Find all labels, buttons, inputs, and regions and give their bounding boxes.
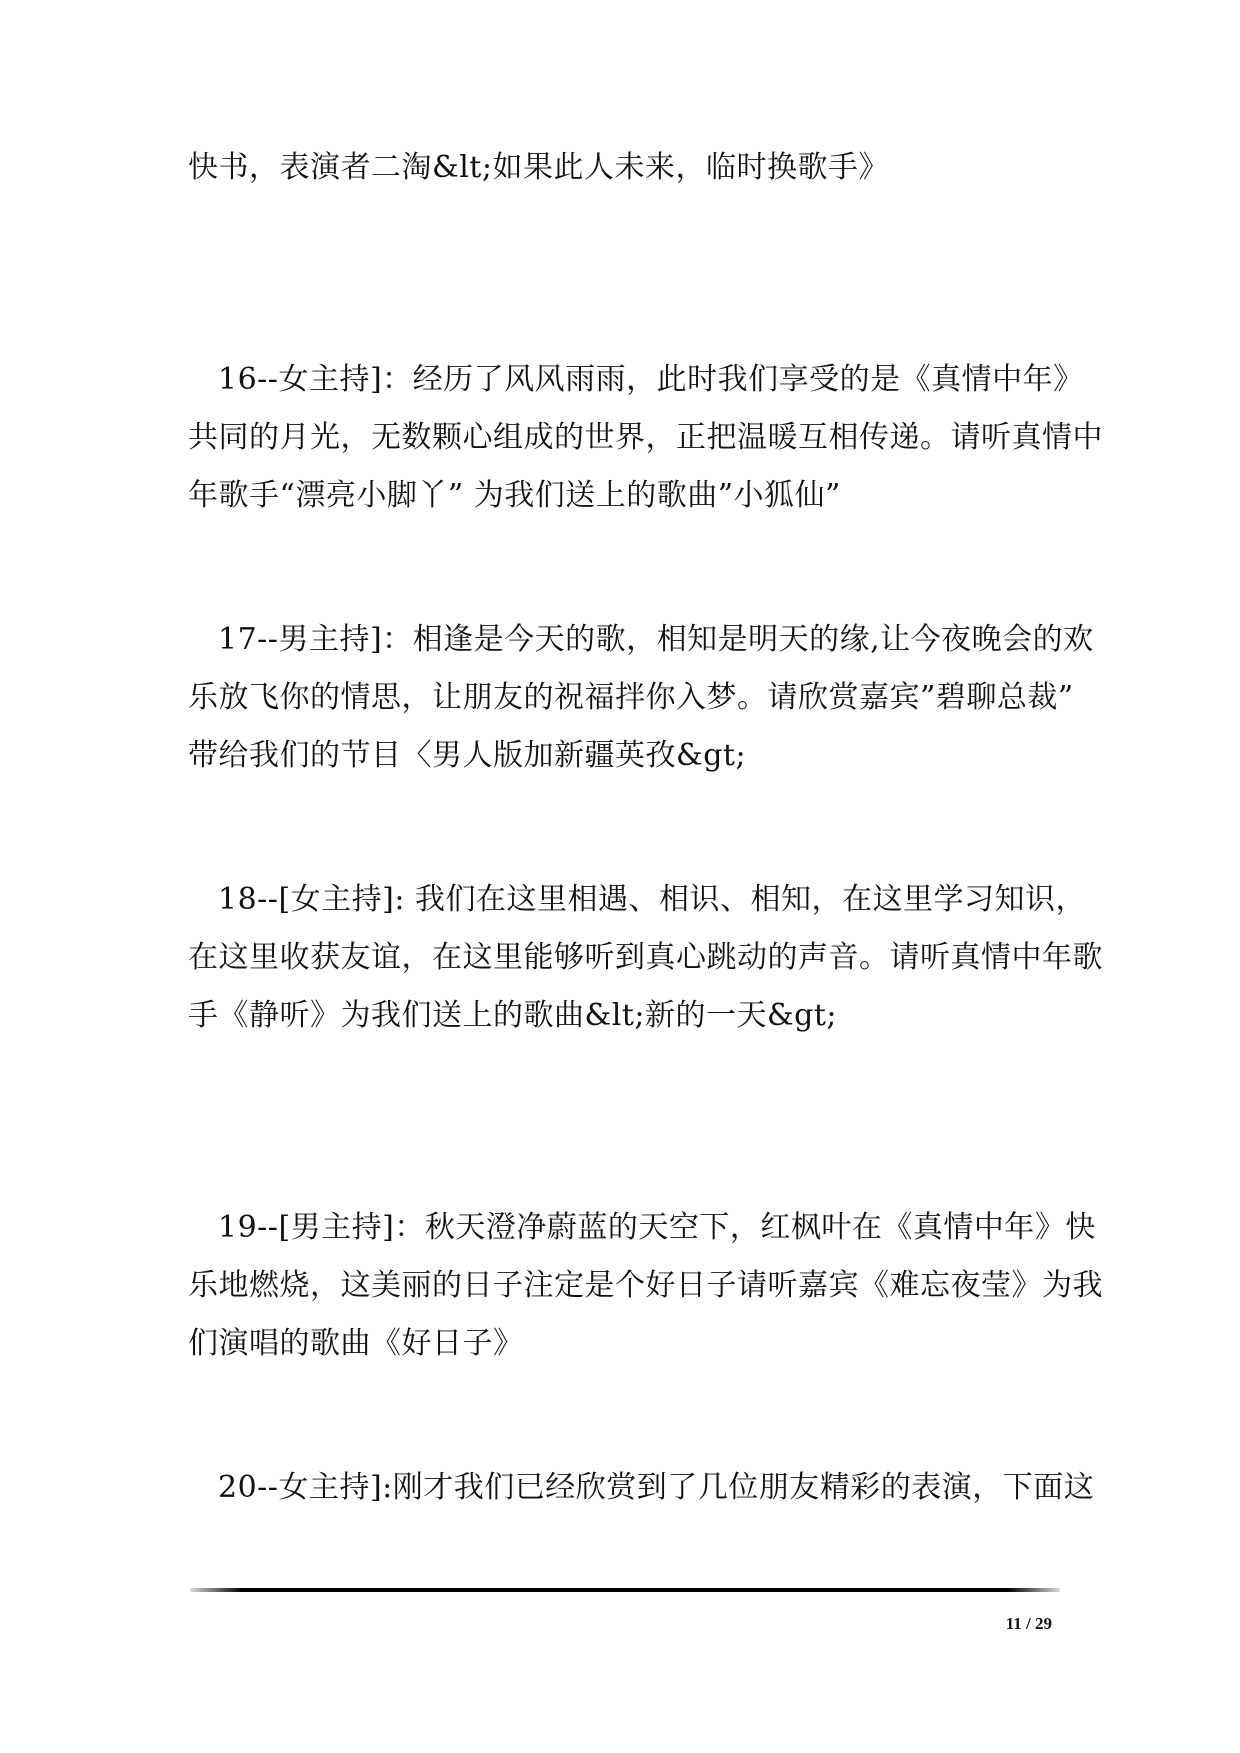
- page-number: 11 / 29: [1005, 1614, 1052, 1633]
- paragraph-line: 手《静听》为我们送上的歌曲&lt;新的一天&gt;: [188, 998, 838, 1033]
- paragraph-line: 快书，表演者二淘&lt;如果此人未来，临时换歌手》: [188, 150, 889, 185]
- footer-divider: [190, 1588, 1060, 1592]
- paragraph-line: 乐放飞你的情思，让朋友的祝福拌你入梦。请欣赏嘉宾”碧聊总裁”: [188, 680, 1074, 715]
- paragraph-line: 20--女主持]:刚才我们已经欣赏到了几位朋友精彩的表演，下面这: [218, 1470, 1095, 1505]
- paragraph-line: 共同的月光，无数颗心组成的世界，正把温暖互相传递。请听真情中: [188, 420, 1103, 455]
- paragraph-line: 乐地燃烧，这美丽的日子注定是个好日子请听嘉宾《难忘夜莹》为我: [188, 1268, 1103, 1303]
- paragraph-line: 年歌手“漂亮小脚丫” 为我们送上的歌曲”小狐仙”: [188, 478, 841, 513]
- paragraph-line: 18--[女主持]: 我们在这里相遇、相识、相知，在这里学习知识，: [218, 882, 1086, 917]
- paragraph-line: 带给我们的节目〈男人版加新疆英孜&gt;: [188, 738, 747, 773]
- paragraph-line: 19--[男主持]：秋天澄净蔚蓝的天空下，红枫叶在《真情中年》快: [218, 1210, 1096, 1245]
- paragraph-line: 17--男主持]：相逢是今天的歌，相知是明天的缘,让今夜晚会的欢: [218, 622, 1094, 657]
- paragraph-line: 16--女主持]：经历了风风雨雨，此时我们享受的是《真情中年》: [218, 362, 1084, 397]
- paragraph-line: 们演唱的歌曲《好日子》: [188, 1326, 524, 1361]
- paragraph-line: 在这里收获友谊，在这里能够听到真心跳动的声音。请听真情中年歌: [188, 940, 1103, 975]
